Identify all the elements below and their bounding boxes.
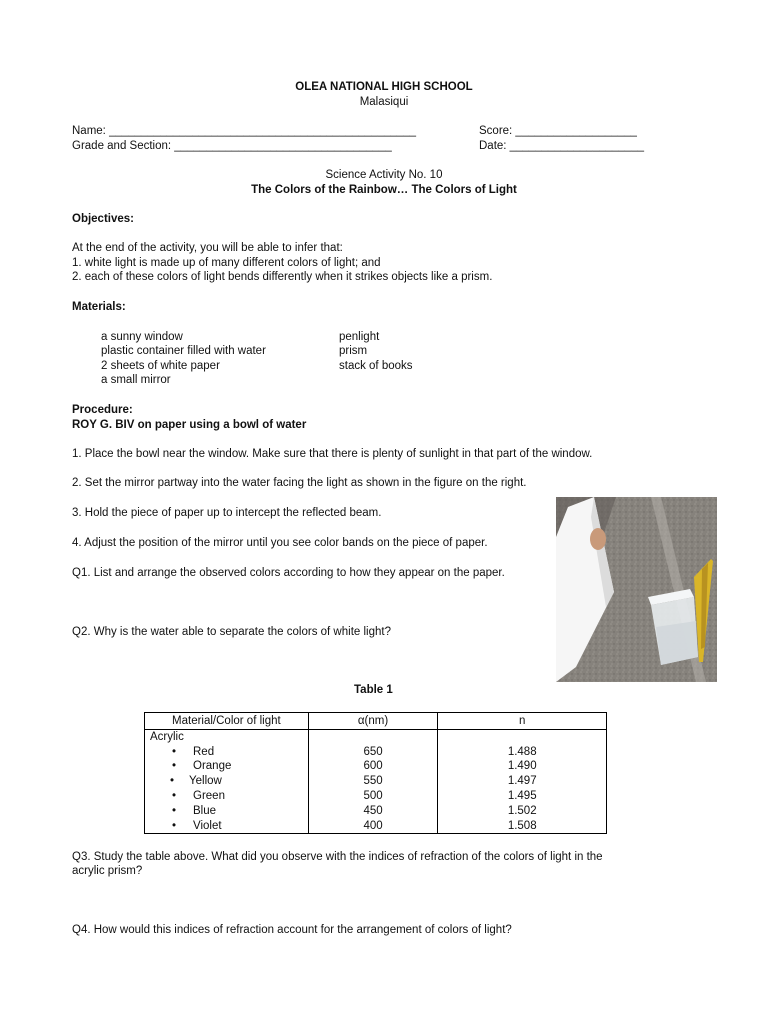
procedure-step: 1. Place the bowl near the window. Make sure that there is plenty of sunlight in that part of the window. <box>72 448 593 460</box>
question-2: Q2. Why is the water able to separate the colors of white light? <box>72 626 391 638</box>
column-header: n <box>438 713 607 730</box>
wavelength-value: 600 <box>363 760 383 773</box>
wavelength-value: 400 <box>363 819 383 832</box>
wavelength-value: 450 <box>363 804 383 817</box>
column-header: α(nm) <box>308 713 438 730</box>
list-item: • Violet <box>171 819 222 832</box>
material-label: Acrylic <box>150 730 184 743</box>
index-column <box>438 729 607 834</box>
list-item: • Orange <box>171 760 232 773</box>
color-label: Red <box>193 745 215 758</box>
wavelength-value: 500 <box>363 789 383 802</box>
color-label: Blue <box>193 804 217 817</box>
list-item: • Yellow <box>169 775 222 788</box>
material-item: penlight <box>339 331 380 343</box>
color-column <box>145 729 309 834</box>
objectives-heading: Objectives: <box>72 213 134 225</box>
question-3-continued: acrylic prism? <box>72 865 143 877</box>
procedure-step: 3. Hold the piece of paper up to intercept the reflected beam. <box>72 507 382 519</box>
material-item: stack of books <box>339 360 413 372</box>
list-item: • Red <box>171 745 215 758</box>
table-header-row <box>145 713 607 730</box>
refraction-table <box>144 712 607 834</box>
refraction-index-value: 1.497 <box>507 775 537 788</box>
color-label: Violet <box>193 819 222 832</box>
material-item: a small mirror <box>101 374 171 386</box>
procedure-subheading: ROY G. BIV on paper using a bowl of water <box>72 419 307 431</box>
activity-title: The Colors of the Rainbow… The Colors of Light <box>251 184 517 196</box>
activity-number: Science Activity No. 10 <box>325 169 443 181</box>
wavelength-value: 650 <box>363 745 383 758</box>
table-caption: Table 1 <box>354 684 393 696</box>
grade-section-field[interactable]: Grade and Section: __________________________________ <box>72 140 392 152</box>
school-location: Malasiqui <box>359 96 409 108</box>
procedure-step: 4. Adjust the position of the mirror until you see color bands on the piece of paper. <box>72 537 488 549</box>
procedure-heading: Procedure: <box>72 404 133 416</box>
refraction-index-value: 1.488 <box>507 745 537 758</box>
list-item: • Blue <box>171 804 217 817</box>
color-label: Green <box>193 789 225 802</box>
question-3: Q3. Study the table above. What did you observe with the indices of refraction of the colors of light in the <box>72 851 603 863</box>
material-item: plastic container filled with water <box>101 345 266 357</box>
school-name: OLEA NATIONAL HIGH SCHOOL <box>295 81 473 93</box>
color-label: Orange <box>193 760 232 773</box>
experiment-photo <box>556 497 717 682</box>
objective-item: 2. each of these colors of light bends differently when it strikes objects like a prism. <box>72 271 493 283</box>
color-label: Yellow <box>189 775 222 788</box>
table-row <box>145 729 607 834</box>
score-field[interactable]: Score: ___________________ <box>479 125 637 137</box>
date-field[interactable]: Date: _____________________ <box>479 140 644 152</box>
refraction-index-value: 1.495 <box>507 789 537 802</box>
wavelength-column <box>308 729 438 834</box>
procedure-step: 2. Set the mirror partway into the water facing the light as shown in the figure on the right. <box>72 477 527 489</box>
wavelength-value: 550 <box>363 775 383 788</box>
material-item: a sunny window <box>101 331 183 343</box>
name-field[interactable]: Name: ________________________________________________ <box>72 125 417 137</box>
column-header: Material/Color of light <box>145 713 309 730</box>
objectives-intro: At the end of the activity, you will be able to infer that: <box>72 242 343 254</box>
objective-item: 1. white light is made up of many different colors of light; and <box>72 257 381 269</box>
material-item: 2 sheets of white paper <box>101 360 220 372</box>
material-item: prism <box>339 345 368 357</box>
materials-heading: Materials: <box>72 301 126 313</box>
refraction-index-value: 1.490 <box>507 760 537 773</box>
question-4: Q4. How would this indices of refraction account for the arrangement of colors of light? <box>72 924 512 936</box>
refraction-index-value: 1.502 <box>507 804 537 817</box>
question-1: Q1. List and arrange the observed colors according to how they appear on the paper. <box>72 567 505 579</box>
list-item: • Green <box>171 789 225 802</box>
refraction-index-value: 1.508 <box>507 819 537 832</box>
